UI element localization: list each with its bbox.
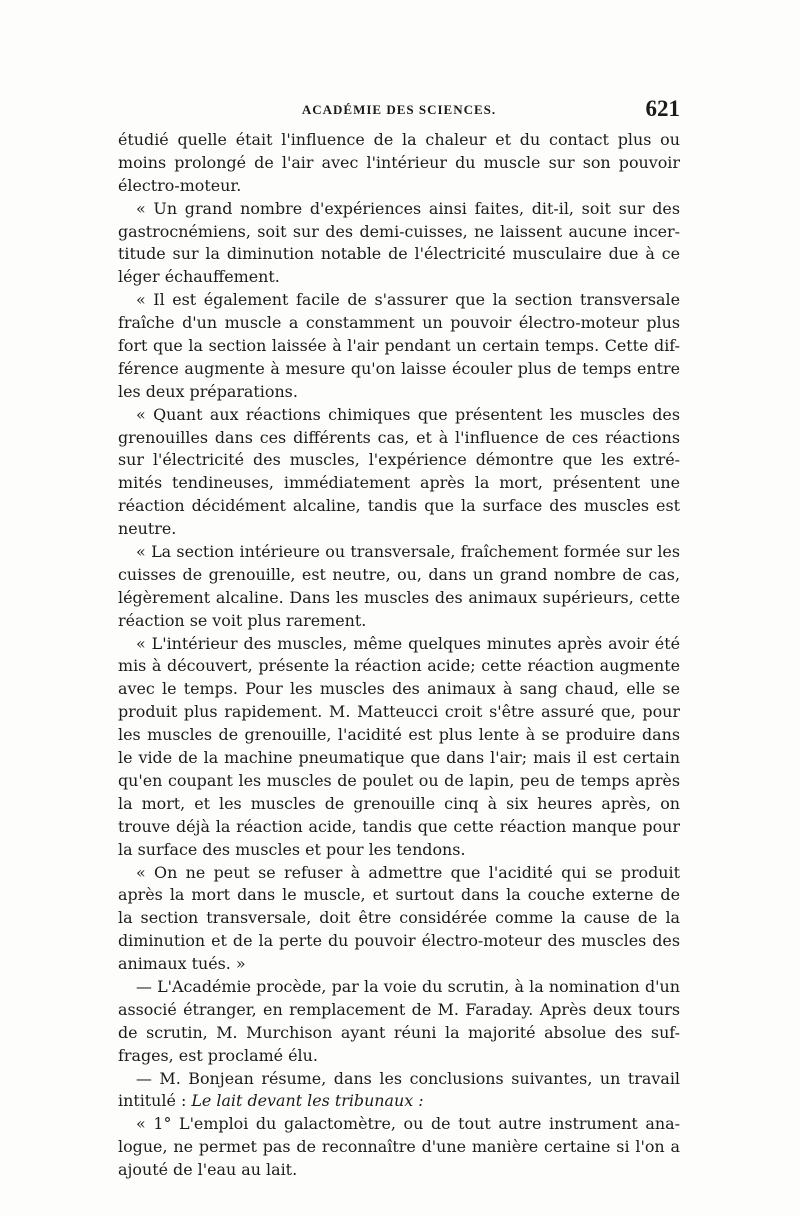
body-text [118, 129, 680, 1182]
text-line: moins prolongé de l'air avec l'intérieur du muscle sur son pouvoir [118, 152, 680, 172]
page-number: 621 [645, 96, 680, 121]
text-line: légèrement alcaline. Dans les muscles des animaux supérieurs, cette [118, 587, 680, 607]
text-line: — M. Bonjean résume, dans les conclusions suivantes, un travail [136, 1068, 680, 1088]
text-line: — L'Académie procède, par la voie du scrutin, à la nomination d'un [136, 976, 680, 996]
text-line: réaction décidément alcaline, tandis que la surface des muscles est [118, 496, 680, 516]
text-line: grenouilles dans ces différents cas, et à l'influence de ces réactions [118, 427, 680, 447]
text-line: « Il est également facile de s'assurer que la section transversale [136, 290, 680, 310]
text-line: les muscles de grenouille, l'acidité est plus lente à se produire dans [118, 725, 680, 745]
text-line: « On ne peut se refuser à admettre que l'acidité qui se produit [136, 862, 680, 882]
text-line: avec le temps. Pour les muscles des animaux à sang chaud, elle se [118, 679, 680, 699]
text-line: mis à découvert, présente la réaction acide; cette réaction augmente [118, 656, 680, 676]
text-line: animaux tués. » [118, 954, 246, 974]
text-line: léger échauffement. [118, 267, 280, 287]
text-line: électro-moteur. [118, 175, 242, 195]
text-line: cuisses de grenouille, est neutre, ou, dans un grand nombre de cas, [118, 564, 680, 584]
text-line: « Un grand nombre d'expériences ainsi faites, dit-il, soit sur des [136, 198, 680, 218]
text-line: « L'intérieur des muscles, même quelques minutes après avoir été [136, 633, 680, 653]
text-line: trouve déjà la réaction acide, tandis que cette réaction manque pour [118, 816, 680, 836]
text-line-with-title [118, 1090, 680, 1113]
text-line: sur l'électricité des muscles, l'expérience démontre que les extré- [118, 450, 680, 470]
text-line: produit plus rapidement. M. Matteucci croit s'être assuré que, pour [118, 702, 680, 722]
text-line: fort que la section laissée à l'air pendant un certain temps. Cette dif- [118, 336, 680, 356]
text-line: ajouté de l'eau au lait. [118, 1160, 298, 1180]
text-line: logue, ne permet pas de reconnaître d'une manière certaine si l'on a [118, 1137, 680, 1157]
text-line: les deux préparations. [118, 381, 298, 401]
text-line: qu'en coupant les muscles de poulet ou de lapin, peu de temps après [118, 770, 680, 790]
text-line: titude sur la diminution notable de l'électricité musculaire due à ce [118, 244, 680, 264]
text-line: diminution et de la perte du pouvoir électro-moteur des muscles des [118, 931, 680, 951]
text-line: férence augmente à mesure qu'on laisse écouler plus de temps entre [118, 358, 680, 378]
text-line: gastrocnémiens, soit sur des demi-cuisses, ne laissent aucune incer- [118, 221, 680, 241]
text-line: le vide de la machine pneumatique que dans l'air; mais il est certain [118, 748, 680, 768]
text-line: de scrutin, M. Murchison ayant réuni la majorité absolue des suf- [118, 1022, 680, 1042]
text-line: la surface des muscles et pour les tendons. [118, 839, 466, 859]
text-line: « La section intérieure ou transversale, fraîchement formée sur les [136, 542, 680, 562]
text-line: la mort, et les muscles de grenouille cinq à six heures après, on [118, 793, 680, 813]
text-line: « Quant aux réactions chimiques que présentent les muscles des [136, 404, 680, 424]
running-head [118, 96, 680, 126]
text-line: « 1° L'emploi du galactomètre, ou de tout autre instrument ana- [136, 1114, 680, 1134]
text-line: associé étranger, en remplacement de M. Faraday. Après deux tours [118, 999, 680, 1019]
work-title: Le lait devant les tribunaux : [191, 1091, 424, 1111]
text-line: étudié quelle était l'influence de la chaleur et du contact plus ou [118, 130, 680, 149]
text-line: après la mort dans le muscle, et surtout dans la couche externe de [118, 885, 680, 905]
text-line: mités tendineuses, immédiatement après la mort, présentent une [118, 473, 680, 493]
text-line: réaction se voit plus rarement. [118, 610, 367, 630]
text-line: la section transversale, doit être considérée comme la cause de la [118, 908, 680, 928]
text-line: frages, est proclamé élu. [118, 1045, 318, 1065]
text-line: neutre. [118, 519, 177, 539]
intitule-label: intitulé : [118, 1091, 192, 1111]
running-title: ACADÉMIE DES SCIENCES. [301, 102, 497, 117]
text-line: fraîche d'un muscle a constamment un pouvoir électro-moteur plus [118, 313, 680, 333]
